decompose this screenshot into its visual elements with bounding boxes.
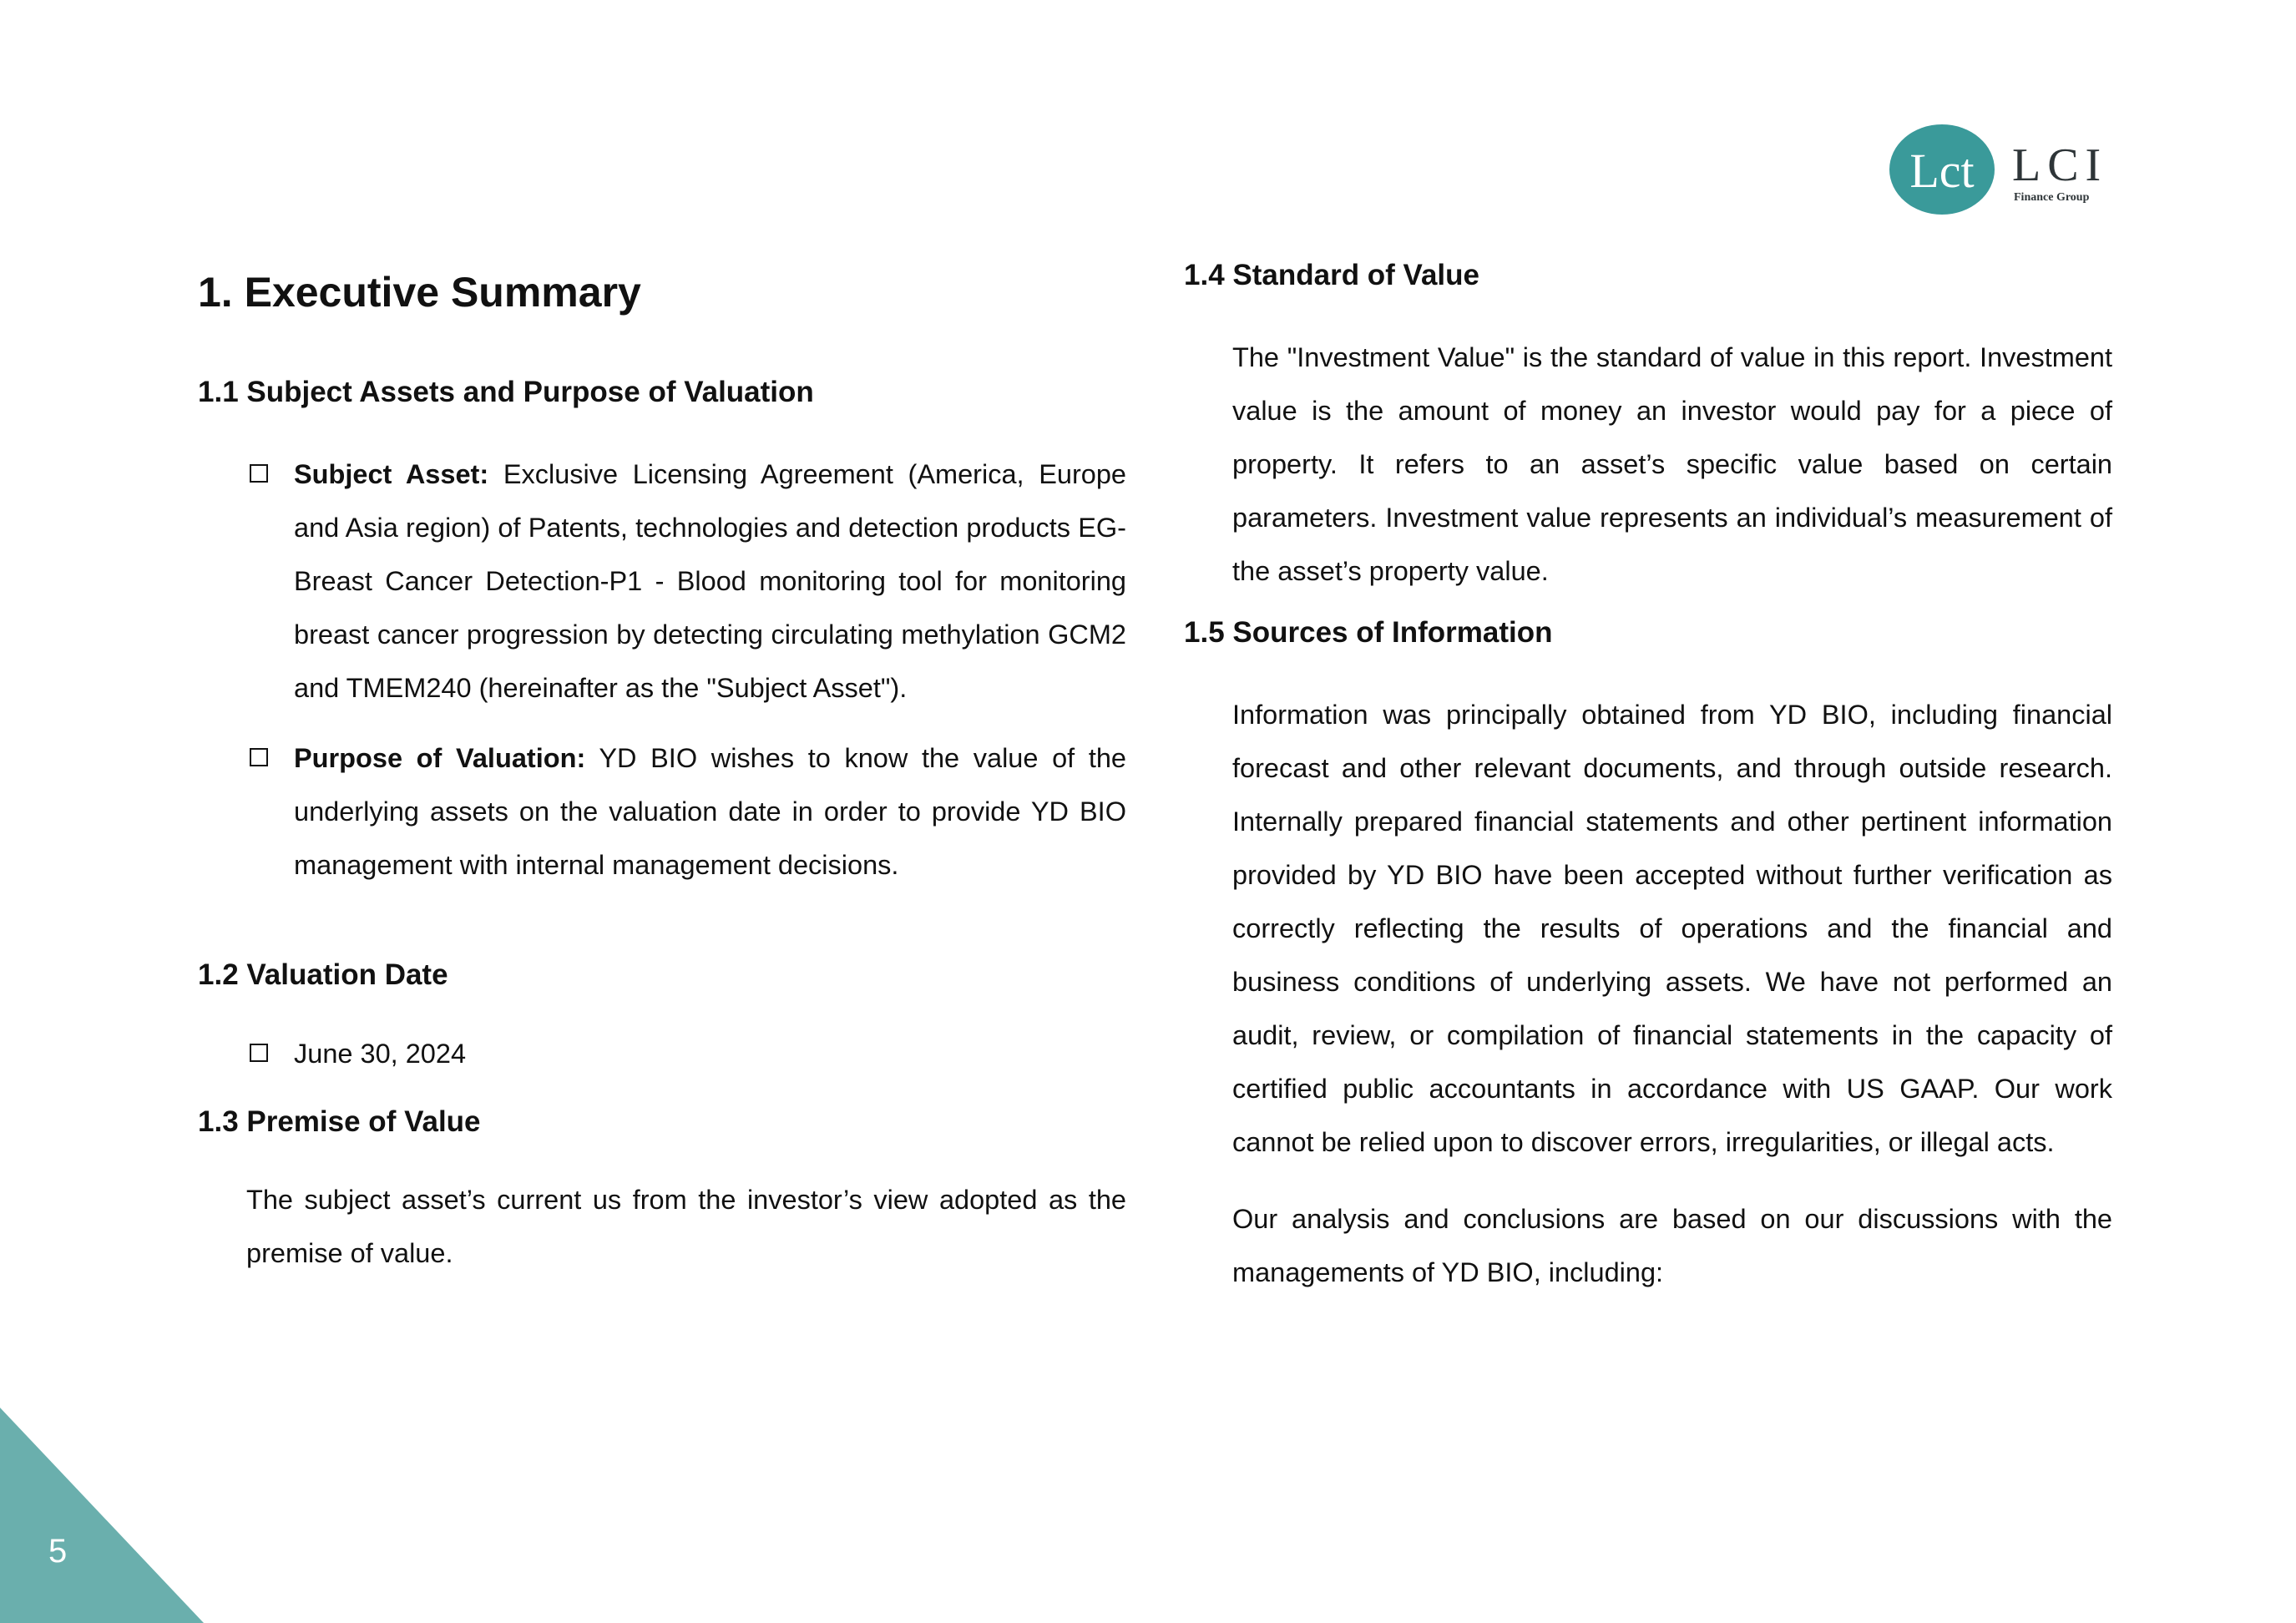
paragraph-standard-of-value: The "Investment Value" is the standard of value in this report. Investment value is the amount of money an investor would pay for a piece of property. It refers to an asset’s specific value based on certain parameters. Investment value represents an individual’s measurement of the asset’s property value. [1232,341,2112,586]
logo-subtitle: Finance Group [2014,191,2090,204]
page-number: 5 [48,1533,68,1570]
section-heading-valuation-date: 1.2 Valuation Date [198,958,448,991]
checkbox-bullet-icon [250,1044,268,1062]
left-column [198,267,1126,1280]
paragraph-premise-of-value: The subject asset’s current us from the investor’s view adopted as the premise of value. [246,1185,1126,1269]
section-heading-sources-of-information: 1.5 Sources of Information [1184,615,1553,649]
section-heading-premise-of-value: 1.3 Premise of Value [198,1105,481,1138]
checkbox-bullet-icon [250,748,268,766]
bullet-label: Purpose of Valuation: [294,742,586,773]
paragraph-sources-of-information: Information was principally obtained from YD BIO, including financial forecast and other relevant documents, and through outside research. Internally prepared financial statements and other pertinent information provided by YD BIO have been accepted without further verification as correctly reflecting the results of operations and the financial and business conditions of underlying assets. We have not performed an audit, review, or compilation of financial statements in the capacity of certified public accountants in accordance with US GAAP. Our work cannot be relied upon to discover errors, irregularities, or illegal acts. [1232,699,2112,1157]
right-column [1184,257,2112,1299]
lci-monogram-icon [1889,124,1995,215]
bullet-text: Exclusive Licensing Agreement (America, Europe and Asia region) of Patents, technologies and detection products EG-Breast Cancer Detection-P1 - Blood monitoring tool for monitoring breast cancer progression by detecting circulating methylation GCM2 and TMEM240 (hereinafter as the "Subject Asset"). [294,458,1126,703]
company-logo [1889,124,2131,222]
bullet-valuation-date [198,1027,1126,1080]
bullet-subject-asset [198,447,1126,715]
section-heading-subject-assets: 1.1 Subject Assets and Purpose of Valuation [198,376,814,408]
bullet-text: June 30, 2024 [294,1038,467,1069]
section-heading-standard-of-value: 1.4 Standard of Value [1184,259,1479,291]
logo-monogram: Lct [1909,144,1975,198]
page-title: 1. Executive Summary [198,269,641,316]
bullet-text: YD BIO wishes to know the value of the underlying assets on the valuation date in order to provide YD BIO management with internal management decisions. [294,742,1127,880]
page-corner-triangle [0,1408,204,1623]
logo-wordmark: LCI [2012,139,2108,191]
paragraph-analysis-basis: Our analysis and conclusions are based on our discussions with the managements of YD BIO, including: [1232,1203,2112,1287]
bullet-label: Subject Asset: [294,458,489,489]
checkbox-bullet-icon [250,464,268,483]
bullet-purpose-of-valuation [198,731,1126,892]
